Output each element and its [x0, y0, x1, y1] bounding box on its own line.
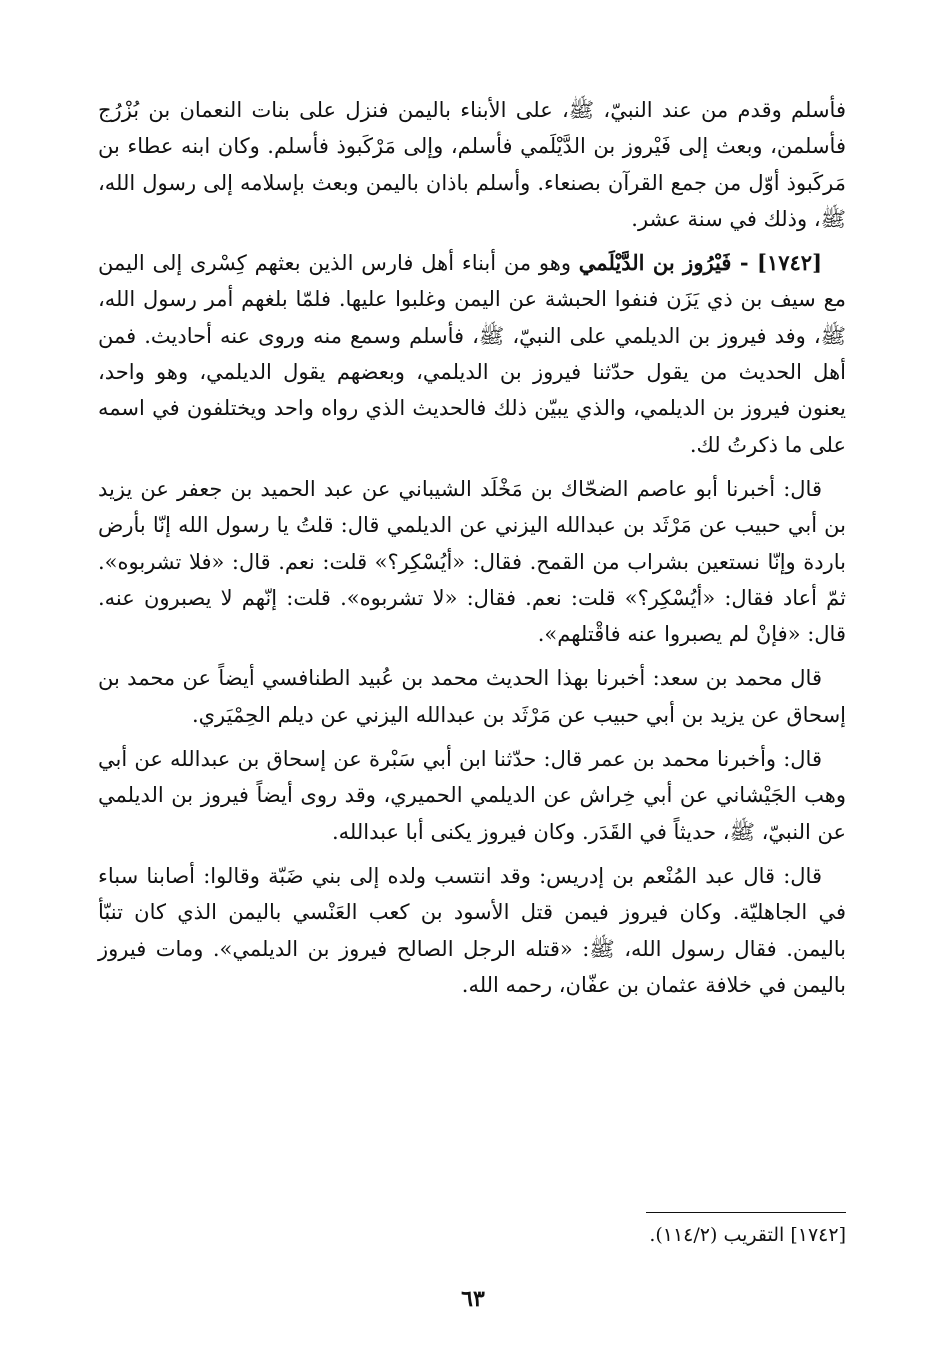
paragraph-waqidi: قال: وأخبرنا محمد بن عمر قال: حدّثنا ابن أبي سَبْرة عن إسحاق بن عبدالله عن أبي وهب الجَيْشاني عن أبي خِراش عن الديلمي الحميري، وقد روى أيضاً فيروز بن الديلمي عن النبيّ، ﷺ، حديثاً في القَدَر. وكان فيروز يكنى أبا عبدالله. [98, 747, 846, 844]
biography-entry [98, 245, 846, 463]
paragraph-hadith: قال: أخبرنا أبو عاصم الضحّاك بن مَخْلَد الشيباني عن عبد الحميد بن جعفر عن يزيد بن أبي حبيب عن مَرْثَد بن عبدالله اليزني عن الديلمي قال: قلتُ يا رسول الله إنّا بأرض باردة وإنّا نستعين بشراب من القمح. فقال: «أيُسْكِر؟» قلت: نعم. قال: «فلا تشربوه». ثمّ أعاد فقال: «أيُسْكِر؟» قلت: نعم. فقال: «لا تشربوه». قلت: إنّهم لا يصبرون عنه. قال: «فإنْ لم يصبروا عنه فاقْتلهم». [98, 476, 846, 647]
footnote-divider [646, 1212, 846, 1213]
paragraph-continuation: فأسلم وقدم من عند النبيّ، ﷺ، على الأبناء باليمن فنزل على بنات النعمان بن بُزْرُج فأسلمن، وبعث إلى فَيْروز بن الدَّيْلَمي فأسلم، وإلى مَرْكَبوذ فأسلم. وكان ابنه عطاء بن مَركَبوذ أوّل من جمع القرآن بصنعاء. وأسلم باذان باليمن وبعث بإسلامه إلى رسول الله، ﷺ، وذلك في سنة عشر. [98, 98, 846, 231]
page-number: ٦٣ [461, 1286, 485, 1312]
paragraph-lineage: قال: قال عبد المُنْعم بن إدريس: وقد انتسب ولده إلى بني ضَبّة وقالوا: أصابنا سباء في الجاهليّة. وكان فيروز فيمن قتل الأسود بن كعب العَنْسي باليمن الذي كان تنبّأ باليمن. فقال رسول الله، ﷺ: «قتله الرجل الصالح فيروز بن الديلمي». ومات فيروز باليمن في خلافة عثمان بن عفّان، رحمه الله. [98, 863, 846, 997]
page-body [98, 92, 846, 1011]
paragraph-ibn-saad: قال محمد بن سعد: أخبرنا بهذا الحديث محمد بن عُبيد الطنافسي أيضاً عن محمد بن إسحاق عن يزيد بن أبي حبيب عن مَرْثَد بن عبدالله اليزني عن ديلم الحِمْيَري. [98, 666, 846, 727]
entry-heading: [١٧٤٢] - فَيْرُوز بن الدَّيْلَمي [578, 250, 823, 276]
footnote-area [98, 1212, 846, 1249]
entry-text: وهو من أبناء أهل فارس الذين بعثهم كِسْرى إلى اليمن مع سيف بن ذي يَزَن فنفوا الحبشة عن اليمن وغلبوا عليها. فلمّا بلغهم أمر رسول الله، ﷺ، وفد فيروز بن الديلمي على النبيّ، ﷺ، فأسلم وسمع منه وروى عنه أحاديث. فمن أهل الحديث من يقول حدّثنا فيروز بن الديلمي، وبعضهم يقول الديلمي، وهو واحد، يعنون فيروز بن الديلمي، والذي يبيّن ذلك فالحديث الذي رواه واحد ويختلفون في اسمه على ما ذكرتُ لك. [98, 251, 846, 457]
footnote: [١٧٤٢] التقريب (١١٤/٢). [649, 1224, 846, 1246]
